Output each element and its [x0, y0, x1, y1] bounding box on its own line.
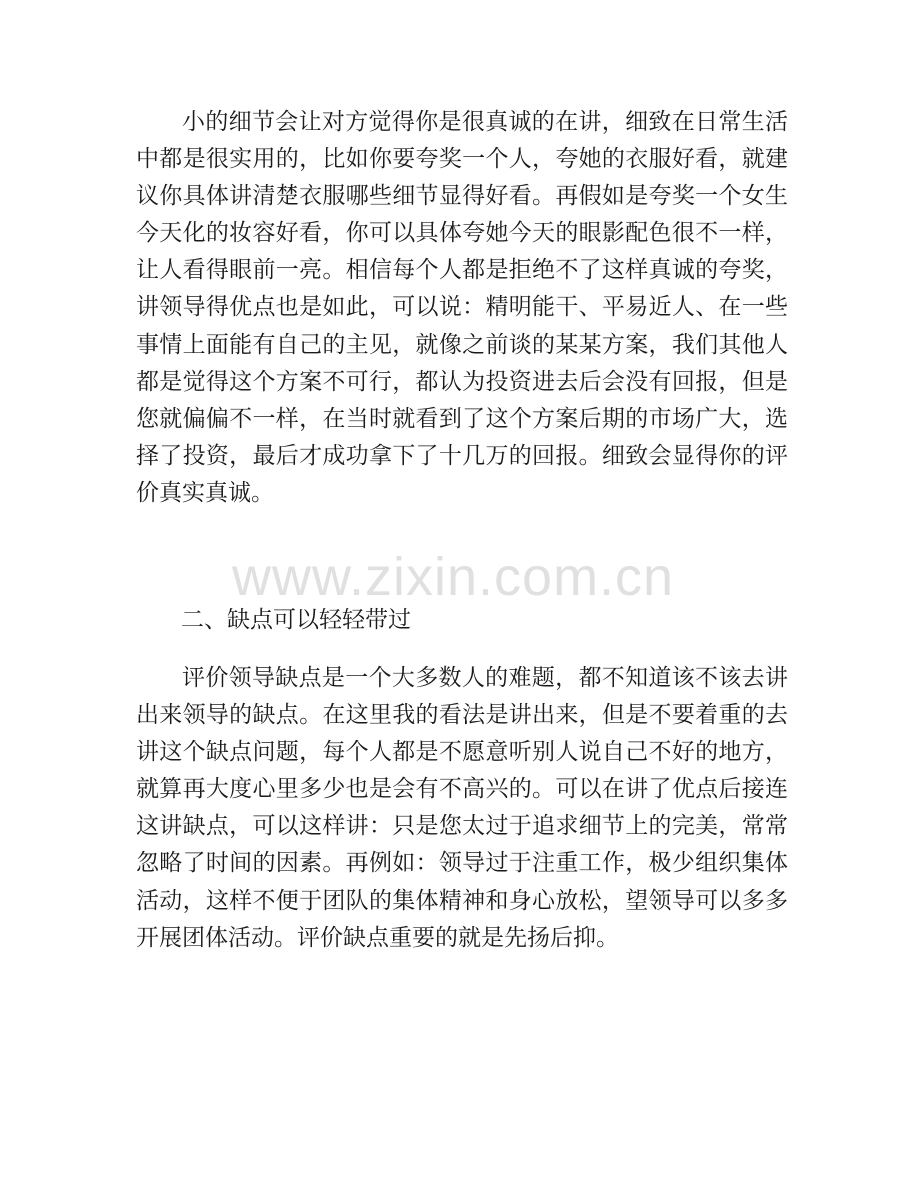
paragraph-line: 活动，这样不便于团队的集体精神和身心放松，望领导可以多多 [136, 887, 788, 914]
paragraph-line: 议你具体讲清楚衣服哪些细节显得好看。再假如是夸奖一个女生 [136, 183, 788, 210]
paragraph-line: 事情上面能有自己的主见，就像之前谈的某某方案，我们其他人 [136, 331, 788, 358]
paragraph-line: 讲这个缺点问题，每个人都是不愿意听别人说自己不好的地方， [136, 739, 788, 766]
paragraph-line: 都是觉得这个方案不可行，都认为投资进去后会没有回报，但是 [136, 368, 788, 395]
paragraph-line: 择了投资，最后才成功拿下了十几万的回报。细致会显得你的评 [136, 442, 788, 469]
section-heading: 二、缺点可以轻轻带过 [181, 607, 411, 633]
paragraph-1 [136, 104, 788, 512]
paragraph-line: 讲领导得优点也是如此，可以说：精明能干、平易近人、在一些 [136, 294, 788, 321]
paragraph-line: 小的细节会让对方觉得你是很真诚的在讲，细致在日常生活 [182, 109, 788, 135]
paragraph-line: 评价领导缺点是一个大多数人的难题，都不知道该不该去讲 [182, 665, 788, 691]
paragraph-line: 就算再大度心里多少也是会有不高兴的。可以在讲了优点后接连 [136, 776, 788, 803]
paragraph-line: 今天化的妆容好看，你可以具体夸她今天的眼影配色很不一样， [136, 220, 788, 247]
paragraph-line: 出来领导的缺点。在这里我的看法是讲出来，但是不要着重的去 [136, 702, 788, 729]
paragraph-line: 价真实真诚。 [136, 479, 274, 506]
paragraph-line: 开展团体活动。评价缺点重要的就是先扬后抑。 [136, 924, 619, 951]
paragraph-line: 让人看得眼前一亮。相信每个人都是拒绝不了这样真诚的夸奖， [136, 257, 788, 284]
paragraph-line: 忽略了时间的因素。再例如：领导过于注重工作，极少组织集体 [136, 850, 788, 877]
paragraph-2 [136, 660, 788, 957]
paragraph-line: 中都是很实用的，比如你要夸奖一个人，夸她的衣服好看，就建 [136, 146, 788, 173]
paragraph-line: 您就偏偏不一样，在当时就看到了这个方案后期的市场广大，选 [136, 405, 788, 432]
watermark: www.zixin.com.cn [232, 547, 675, 607]
paragraph-line: 这讲缺点，可以这样讲：只是您太过于追求细节上的完美，常常 [136, 813, 788, 840]
